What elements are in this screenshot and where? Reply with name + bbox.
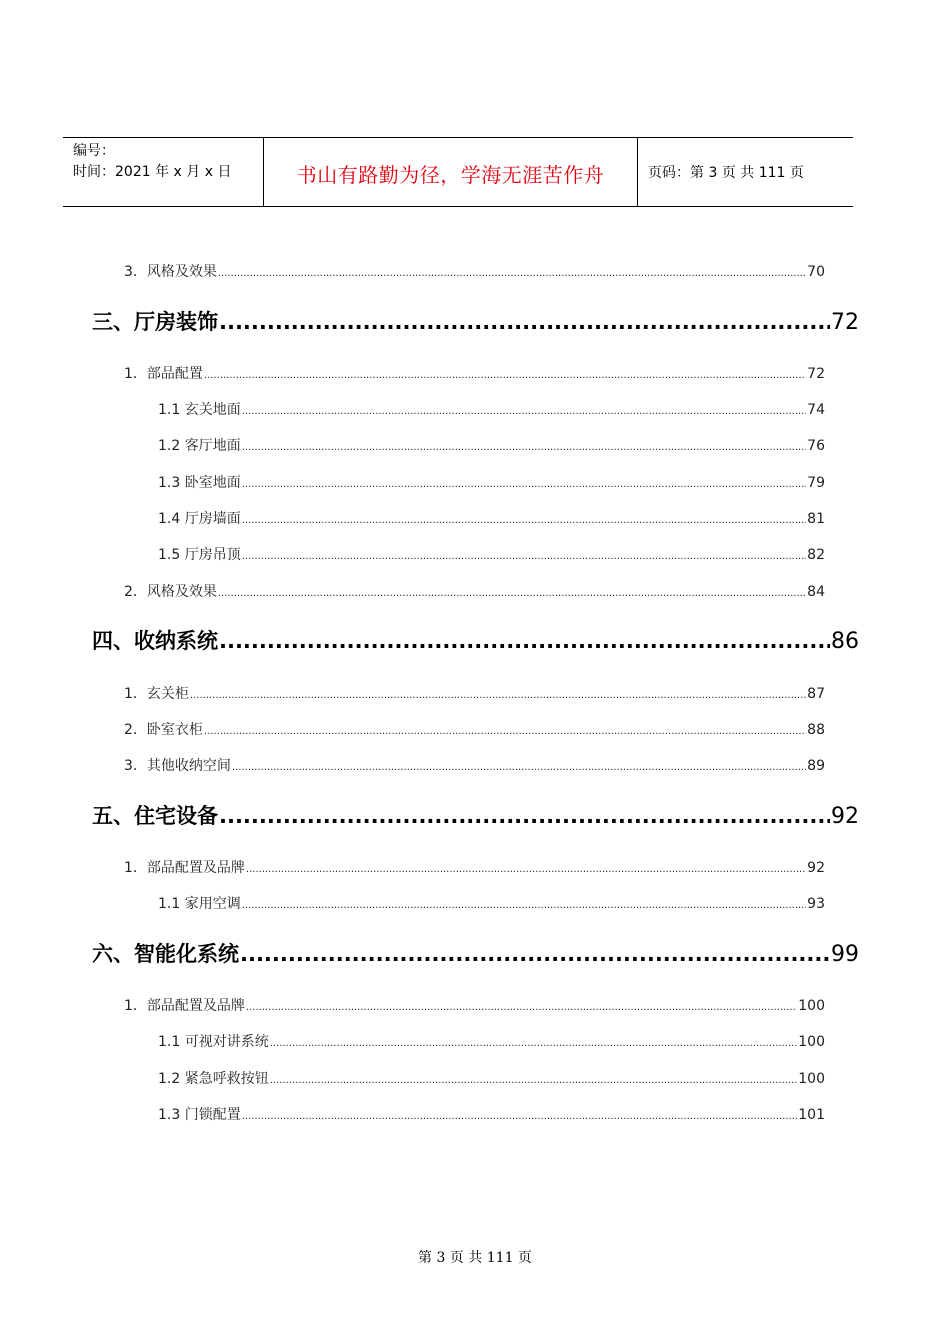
toc-page: 93 xyxy=(807,896,825,912)
toc-label: 1．部品配置 xyxy=(124,366,203,382)
toc-page: 88 xyxy=(807,722,825,738)
header-motto-cell xyxy=(264,138,638,206)
toc-page: 89 xyxy=(807,758,825,774)
toc-page: 92 xyxy=(831,804,859,829)
toc-label: 3．其他收纳空间 xyxy=(124,758,231,774)
toc-page: 76 xyxy=(807,438,825,454)
toc-entry[interactable] xyxy=(124,755,825,775)
toc-page: 101 xyxy=(798,1107,825,1123)
page-info: 页码：第 3 页 共 111 页 xyxy=(648,165,804,181)
toc-subentry[interactable] xyxy=(158,1104,825,1124)
toc-label: 六、智能化系统 xyxy=(92,942,239,966)
toc-label: 1.3 门锁配置 xyxy=(158,1107,241,1123)
toc-entry[interactable] xyxy=(124,719,825,739)
toc-leader xyxy=(204,722,806,738)
toc-leader xyxy=(242,547,806,563)
toc-page: 100 xyxy=(798,998,825,1014)
toc-subentry[interactable] xyxy=(158,508,825,528)
code-label: 编号： xyxy=(73,143,115,159)
page-footer: 第 3 页 共 111 页 xyxy=(418,1250,532,1266)
toc-label: 1.1 玄关地面 xyxy=(158,402,241,418)
toc-entry[interactable] xyxy=(124,363,825,383)
toc-leader xyxy=(242,1107,798,1123)
toc-page: 100 xyxy=(798,1071,825,1087)
toc-page: 82 xyxy=(807,547,825,563)
toc-subentry[interactable] xyxy=(158,1068,825,1088)
toc-label: 三、厅房装饰 xyxy=(92,310,218,334)
toc-label: 1.1 家用空调 xyxy=(158,896,241,912)
toc-chapter[interactable] xyxy=(92,306,859,336)
toc-page: 86 xyxy=(831,629,859,654)
toc-leader xyxy=(190,686,806,702)
toc-label: 五、住宅设备 xyxy=(92,804,218,828)
toc-entry[interactable] xyxy=(124,581,825,601)
toc-leader xyxy=(219,310,830,334)
header-page-cell xyxy=(638,138,853,206)
toc-leader xyxy=(204,366,806,382)
toc-label: 1.3 卧室地面 xyxy=(158,475,241,491)
toc-subentry[interactable] xyxy=(158,544,825,564)
toc-leader xyxy=(270,1034,798,1050)
toc-chapter[interactable] xyxy=(92,938,859,968)
toc-entry[interactable] xyxy=(124,995,825,1015)
toc-leader xyxy=(240,942,830,966)
toc-leader xyxy=(246,860,806,876)
toc-page: 70 xyxy=(807,264,825,280)
toc-label: 1.2 紧急呼救按钮 xyxy=(158,1071,269,1087)
toc-leader xyxy=(219,629,830,653)
toc-label: 1.5 厅房吊顶 xyxy=(158,547,241,563)
toc-page: 72 xyxy=(831,310,859,335)
toc-label: 3．风格及效果 xyxy=(124,264,217,280)
toc-subentry[interactable] xyxy=(158,435,825,455)
toc-leader xyxy=(242,511,806,527)
toc-leader xyxy=(219,804,830,828)
toc-leader xyxy=(242,475,806,491)
header-meta xyxy=(63,138,264,206)
toc-leader xyxy=(270,1071,798,1087)
toc-page: 74 xyxy=(807,402,825,418)
toc-chapter[interactable] xyxy=(92,625,859,655)
toc-label: 1．部品配置及品牌 xyxy=(124,998,245,1014)
toc-leader xyxy=(218,264,806,280)
toc-subentry[interactable] xyxy=(158,893,825,913)
toc-label: 1．玄关柜 xyxy=(124,686,189,702)
toc-label: 1．部品配置及品牌 xyxy=(124,860,245,876)
toc-page: 92 xyxy=(807,860,825,876)
toc-label: 四、收纳系统 xyxy=(92,629,218,653)
toc-entry[interactable] xyxy=(124,857,825,877)
toc-page: 100 xyxy=(798,1034,825,1050)
document-header xyxy=(63,137,853,207)
toc-label: 2．风格及效果 xyxy=(124,584,217,600)
toc-page: 81 xyxy=(807,511,825,527)
toc-entry[interactable] xyxy=(124,683,825,703)
toc-leader xyxy=(242,896,806,912)
toc-label: 1.1 可视对讲系统 xyxy=(158,1034,269,1050)
toc-page: 72 xyxy=(807,366,825,382)
toc-label: 2．卧室衣柜 xyxy=(124,722,203,738)
toc-page: 87 xyxy=(807,686,825,702)
toc-page: 84 xyxy=(807,584,825,600)
time-label: 时间：2021 年 x 月 x 日 xyxy=(73,164,232,180)
toc-page: 79 xyxy=(807,475,825,491)
motto-text: 书山有路勤为径，学海无涯苦作舟 xyxy=(296,162,605,187)
toc-leader xyxy=(242,438,806,454)
toc-leader xyxy=(218,584,806,600)
toc-subentry[interactable] xyxy=(158,399,825,419)
toc-page: 99 xyxy=(831,942,859,967)
toc-subentry[interactable] xyxy=(158,472,825,492)
toc-entry[interactable] xyxy=(124,261,825,281)
toc-chapter[interactable] xyxy=(92,800,859,830)
toc-label: 1.4 厅房墙面 xyxy=(158,511,241,527)
toc-leader xyxy=(246,998,797,1014)
toc-leader xyxy=(232,758,806,774)
toc-label: 1.2 客厅地面 xyxy=(158,438,241,454)
toc-leader xyxy=(242,402,806,418)
toc-subentry[interactable] xyxy=(158,1031,825,1051)
